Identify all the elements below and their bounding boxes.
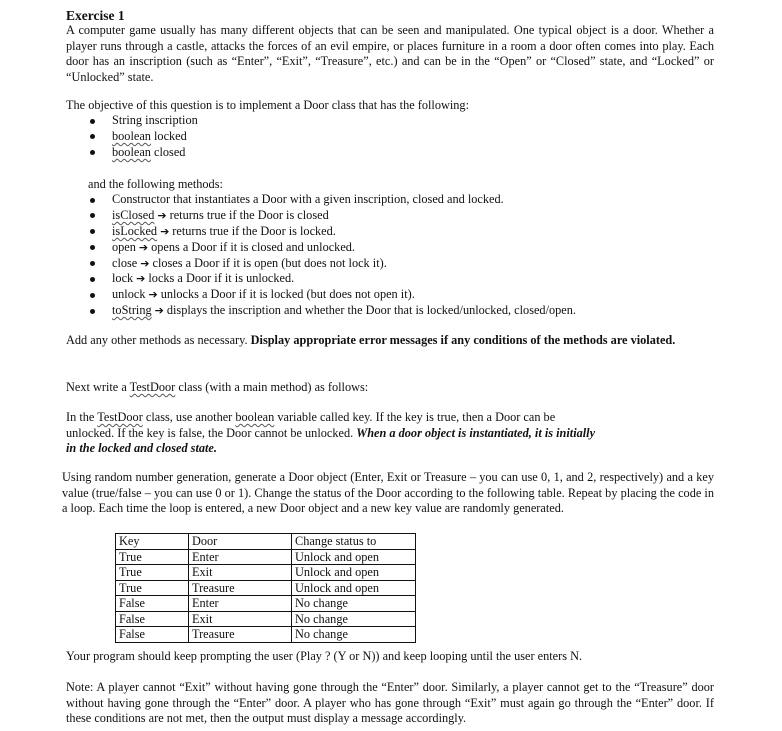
status-table [115,533,416,643]
right-arrow-icon: ➔ [136,272,146,286]
testdoor-text: class, use another [145,410,233,424]
table-header-cell: Door [189,534,292,550]
emphasized-text: When a door object is instantiated, it is initially in the locked and closed state. [66,425,596,456]
method-item [86,256,576,272]
add-methods-bold: Display appropriate error messages if any conditions of the methods are violated. [250,333,676,347]
methods-list [86,192,576,319]
next-write-paragraph [66,380,368,396]
table-cell: Enter [189,596,292,612]
field-name: locked [154,128,187,143]
table-header-cell: Change status to [292,534,416,550]
table-row [116,549,416,565]
method-desc: closes a Door if it is open (but does not lock it). [152,255,387,270]
method-desc: Constructor that instantiates a Door with a given inscription, closed and locked. [112,192,504,206]
method-item [86,224,576,240]
right-arrow-icon: ➔ [154,304,164,318]
table-cell: Treasure [189,627,292,643]
class-name: TestDoor [97,410,143,424]
table-cell: True [116,549,189,565]
add-methods-plain: Add any other methods as necessary. [66,333,248,347]
table-cell: Exit [189,611,292,627]
testdoor-text: In the [66,410,95,424]
table-cell: False [116,627,189,643]
method-name: open [112,239,136,254]
objective-text: The objective of this question is to implement a Door class that has the following: [66,98,469,112]
table-cell: No change [292,627,416,643]
right-arrow-icon: ➔ [160,224,170,238]
note-paragraph: Note: A player cannot “Exit” without having gone through the “Enter” door. Similarly, a player cannot get to the “Treasure” door without having gone through the “Enter” door. A player who has gone through “Exit” must again go through the “Enter” door. If these conditions are not met, then the output must display a message accordingly. [66,680,714,726]
method-name: isClosed [112,207,155,222]
class-name: TestDoor [129,380,176,394]
methods-heading: and the following methods: [88,177,223,191]
table-header-row [116,534,416,550]
method-item [86,240,576,256]
method-name: isLocked [112,223,158,238]
table-cell: Enter [189,549,292,565]
field-type: boolean [112,128,151,143]
fields-list [86,113,198,161]
random-paragraph: Using random number generation, generate a Door object (Enter, Exit or Treasure – you can use 0, 1, and 2, respectively) and a key value (true/false – you can use 0 or 1). Change the status of the Door according to the following table. Repeat by placing the code in a loop. Each time the loop is entered, a new Door object and a new key value are randomly generated. [62,470,714,516]
table-row [116,565,416,581]
table-cell: False [116,611,189,627]
field-name: inscription [145,113,198,127]
field-item [86,113,198,129]
keyword: boolean [235,410,275,424]
table-row [116,596,416,612]
next-write-before: Next write a [66,380,127,394]
right-arrow-icon: ➔ [140,256,150,270]
table-cell: No change [292,596,416,612]
method-item [86,303,576,319]
table-row [116,611,416,627]
next-write-after: class (with a main method) as follows: [178,380,369,394]
testdoor-text: variable called key. If the key is true, then a Door can be unlocked. If the key is false, the Door cannot be unlocked. [66,410,556,440]
method-item [86,271,576,287]
method-desc: returns true if the Door is closed [169,207,329,222]
table-cell: Unlock and open [292,565,416,581]
method-name: toString [112,303,152,318]
method-item [86,208,576,224]
field-item [86,145,198,161]
testdoor-paragraph [66,410,596,457]
table-row [116,580,416,596]
method-item [86,287,576,303]
table-cell: No change [292,611,416,627]
field-name: closed [154,144,186,159]
method-name: unlock [112,287,146,302]
table-cell: Treasure [189,580,292,596]
table-cell: True [116,580,189,596]
method-desc: opens a Door if it is closed and unlocked. [151,239,356,254]
field-type: boolean [112,144,151,159]
right-arrow-icon: ➔ [138,240,149,254]
table-cell: False [116,596,189,612]
method-desc: returns true if the Door is locked. [172,223,336,238]
table-cell: Unlock and open [292,580,416,596]
page-title: Exercise 1 [66,8,125,23]
right-arrow-icon: ➔ [157,208,167,222]
add-methods-paragraph [66,333,714,349]
method-desc: unlocks a Door if it is locked (but does not open it). [160,287,415,302]
table-header-cell: Key [116,534,189,550]
method-desc: locks a Door if it is unlocked. [148,271,295,286]
method-name: lock [112,271,134,286]
prompt-paragraph: Your program should keep prompting the user (Play ? (Y or N)) and keep looping until the user enters N. [66,649,583,663]
right-arrow-icon: ➔ [148,288,158,302]
field-type: String [112,113,143,127]
table-cell: Unlock and open [292,549,416,565]
method-item [86,192,576,208]
method-name: close [112,255,138,270]
intro-paragraph: A computer game usually has many different objects that can be seen and manipulated. One typical object is a door. Whether a player runs through a castle, attacks the forces of an evil empire, or places furniture in a room a door often comes into play. Each door has an inscription (such as “Enter”, “Exit”, “Treasure”, etc.) and can be in the “Open” or “Closed” state, and “Locked” or “Unlocked” state. [66,23,714,84]
field-item [86,129,198,145]
method-desc: displays the inscription and whether the Door that is locked/unlocked, closed/open. [166,303,576,318]
table-cell: Exit [189,565,292,581]
table-cell: True [116,565,189,581]
table-row [116,627,416,643]
